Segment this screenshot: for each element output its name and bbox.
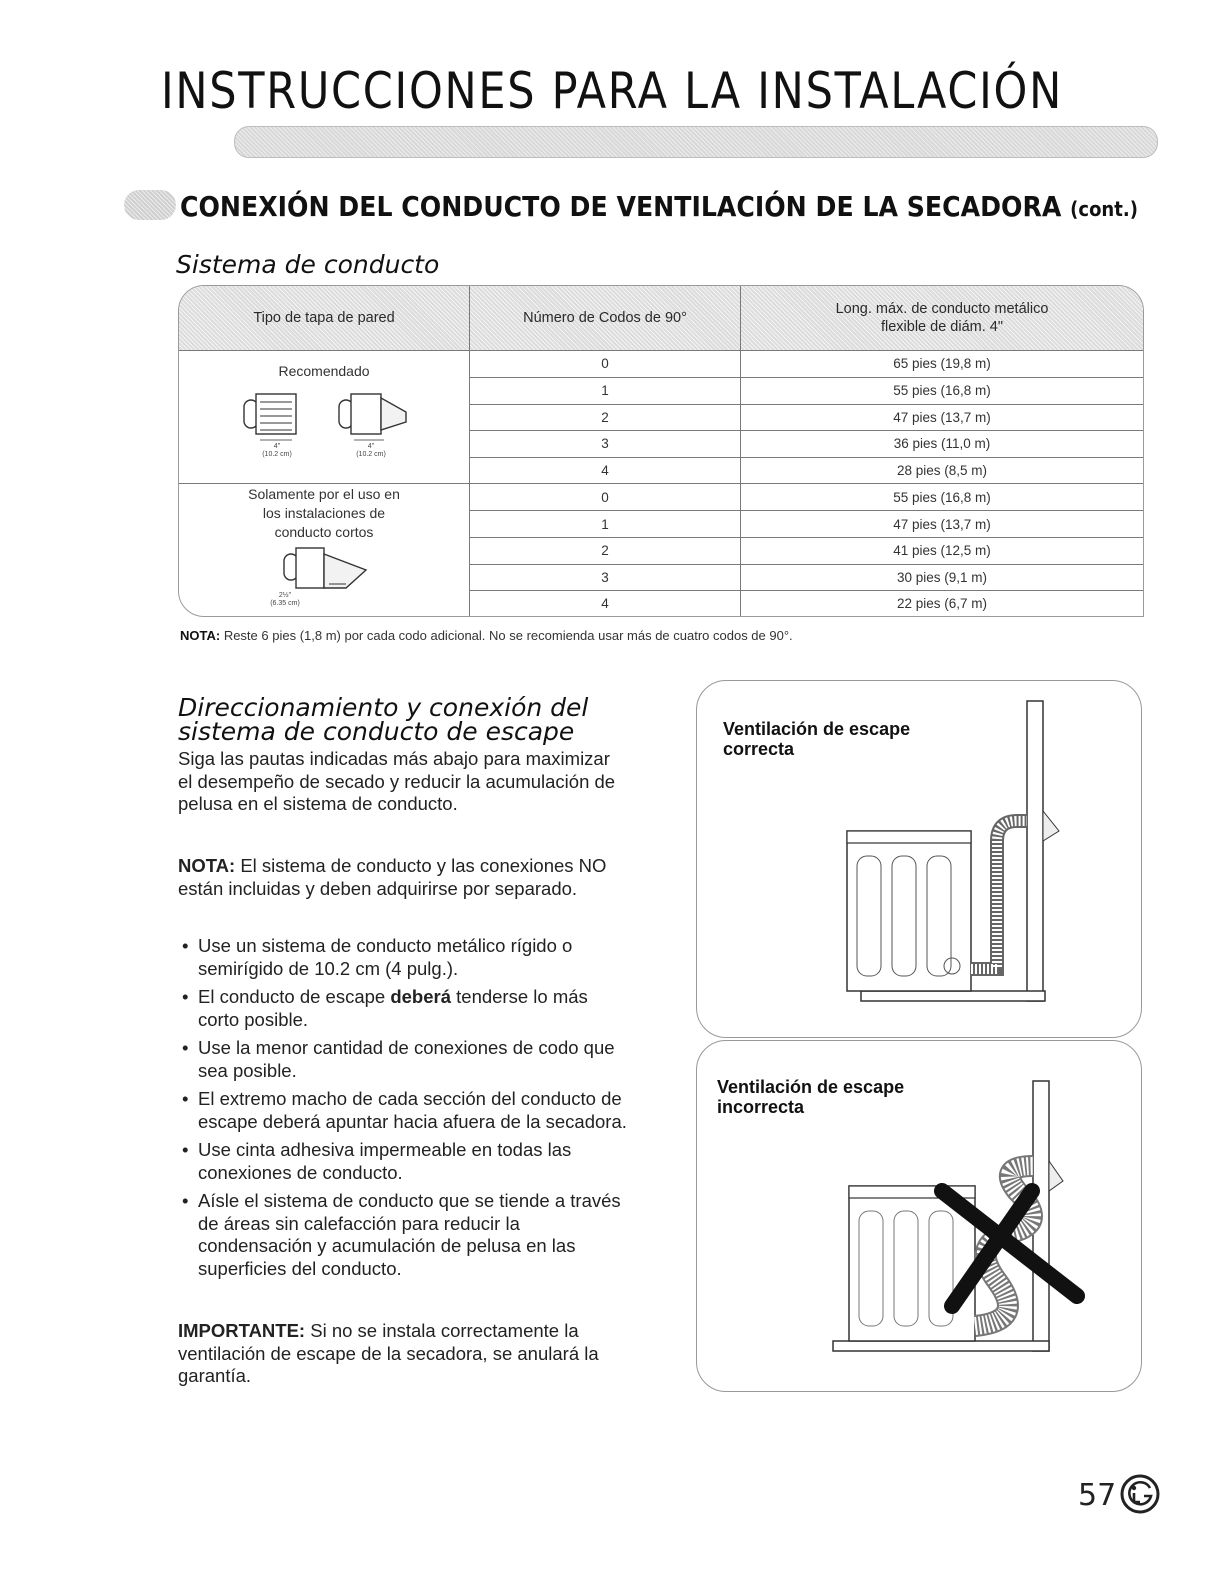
section-heading: [180, 190, 1138, 223]
dimension-value: 2½": [278, 592, 292, 599]
cap-type-short-line: conducto cortos: [274, 524, 374, 540]
length-cell: 55 pies (16,8 m): [893, 490, 991, 505]
dryer-incorrect-vent-illustration: [697, 1041, 1141, 1391]
vent-length-table: [178, 285, 1144, 617]
section-marker-pill: [124, 190, 176, 220]
diagram-correct-label-line1: Ventilación de escape: [723, 719, 911, 739]
elbows-cell: 4: [601, 463, 609, 478]
diagram-incorrect-label-line1: Ventilación de escape: [717, 1077, 905, 1097]
routing-note: [178, 855, 618, 900]
routing-note-text: El sistema de conducto y las conexiones NO están incluidas y deben adquirirse por separado.: [178, 855, 607, 899]
table-header-cap-type-text: Tipo de tapa de pared: [253, 310, 395, 326]
dryer-correct-vent-illustration: [697, 681, 1141, 1037]
elbows-cell: 4: [601, 596, 609, 611]
length-cell: 41 pies (12,5 m): [893, 543, 991, 558]
table-note-label: NOTA:: [180, 628, 221, 643]
subheading-duct-system: Sistema de conducto: [176, 250, 440, 279]
diagram-incorrect-label-line2: incorrecta: [717, 1097, 805, 1117]
cap-type-recommended-label: Recomendado: [278, 363, 370, 379]
list-item: [178, 1139, 628, 1184]
diagram-correct-label-line2: correcta: [723, 739, 795, 759]
list-item-text: El extremo macho de cada sección del conducto de escape deberá apuntar hacia afuera de la secadora.: [198, 1088, 627, 1132]
diagram-incorrect-venting: [696, 1040, 1142, 1392]
elbows-cell: 2: [601, 410, 609, 425]
cap-type-short-line: los instalaciones de: [262, 505, 386, 521]
length-cell: 65 pies (19,8 m): [893, 356, 991, 371]
routing-intro: Siga las pautas indicadas más abajo para maximizar el desempeño de secado y reducir la acumulación de pelusa en el sistema de conducto.: [178, 748, 616, 814]
table-note: [180, 628, 793, 643]
elbows-cell: 1: [601, 383, 609, 398]
list-item-emphasis: deberá: [390, 986, 451, 1007]
table-header-cap-type: [179, 286, 469, 350]
dimension-value: 4": [273, 443, 281, 450]
elbows-cell: 3: [601, 570, 609, 585]
routing-note-label: NOTA:: [178, 855, 236, 876]
title-decorative-bar: [234, 126, 1158, 158]
page-number: 57: [1078, 1478, 1117, 1513]
important-warning: [178, 1320, 618, 1388]
cap-type-short-label: [179, 485, 469, 542]
list-item-text: El conducto de escape: [198, 986, 391, 1007]
dimension-metric: (6.35 cm): [270, 600, 300, 607]
lg-logo-icon: [1120, 1474, 1160, 1514]
elbows-cell: 0: [601, 490, 609, 505]
subheading-routing-line1: Direccionamiento y conexión del: [178, 693, 589, 722]
length-cell: 47 pies (13,7 m): [893, 517, 991, 532]
list-item-text: Aísle el sistema de conducto que se tiende a través de áreas sin calefacción para reducir la condensación y acumulación de pelusa en las superficies del conducto.: [198, 1190, 621, 1279]
dimension-label: [349, 443, 393, 459]
elbows-cell: 2: [601, 543, 609, 558]
length-cell: 28 pies (8,5 m): [896, 463, 988, 478]
section-heading-suffix: (cont.): [1070, 197, 1138, 221]
dimension-label: [255, 443, 299, 459]
dimension-label: [263, 592, 307, 608]
length-cell: 55 pies (16,8 m): [893, 383, 991, 398]
list-item: [178, 1037, 628, 1082]
table-note-text: Reste 6 pies (1,8 m) por cada codo adicional. No se recomienda usar más de cuatro codos de 90°.: [220, 628, 793, 643]
table-header-max-length-line1: Long. máx. de conducto metálico: [835, 301, 1049, 317]
list-item: [178, 1190, 628, 1280]
list-item: [178, 986, 628, 1031]
length-cell: 30 pies (9,1 m): [896, 570, 988, 585]
list-item-text: Use la menor cantidad de conexiones de codo que sea posible.: [198, 1037, 615, 1081]
cap-type-short-line: Solamente por el uso en: [248, 486, 400, 502]
elbows-cell: 1: [601, 517, 609, 532]
length-cell: 22 pies (6,7 m): [896, 596, 988, 611]
list-item-text: Use un sistema de conducto metálico rígido o semirígido de 10.2 cm (4 pulg.).: [198, 935, 573, 979]
list-item-text: Use cinta adhesiva impermeable en todas las conexiones de conducto.: [198, 1139, 572, 1183]
list-item: [178, 935, 628, 980]
subheading-routing-line2: sistema de conducto de escape: [178, 717, 575, 746]
important-label: IMPORTANTE:: [178, 1320, 306, 1341]
important-text: Si no se instala correctamente la ventilación de escape de la secadora, se anulará la garantía.: [178, 1320, 599, 1386]
list-item-text: tenderse lo más corto posible.: [198, 986, 588, 1030]
subheading-routing: [178, 693, 589, 746]
page-title: INSTRUCCIONES PARA LA INSTALACIÓN: [160, 62, 1064, 120]
dimension-metric: (10.2 cm): [356, 451, 386, 458]
length-cell: 47 pies (13,7 m): [893, 410, 991, 425]
dimension-value: 4": [367, 443, 375, 450]
length-cell: 36 pies (11,0 m): [893, 436, 991, 451]
routing-guidelines-list: [178, 935, 628, 1286]
table-header-elbows-text: Número de Codos de 90°: [523, 310, 687, 326]
elbows-cell: 3: [601, 436, 609, 451]
dimension-metric: (10.2 cm): [262, 451, 292, 458]
section-heading-text: CONEXIÓN DEL CONDUCTO DE VENTILACIÓN DE LA SECADORA: [180, 190, 1062, 223]
list-item: [178, 1088, 628, 1133]
diagram-correct-venting: [696, 680, 1142, 1038]
table-header-max-length-line2: flexible de diám. 4": [880, 319, 1004, 335]
table-header-max-length: [741, 286, 1143, 350]
elbows-cell: 0: [601, 356, 609, 371]
table-header-elbows: [470, 286, 740, 350]
